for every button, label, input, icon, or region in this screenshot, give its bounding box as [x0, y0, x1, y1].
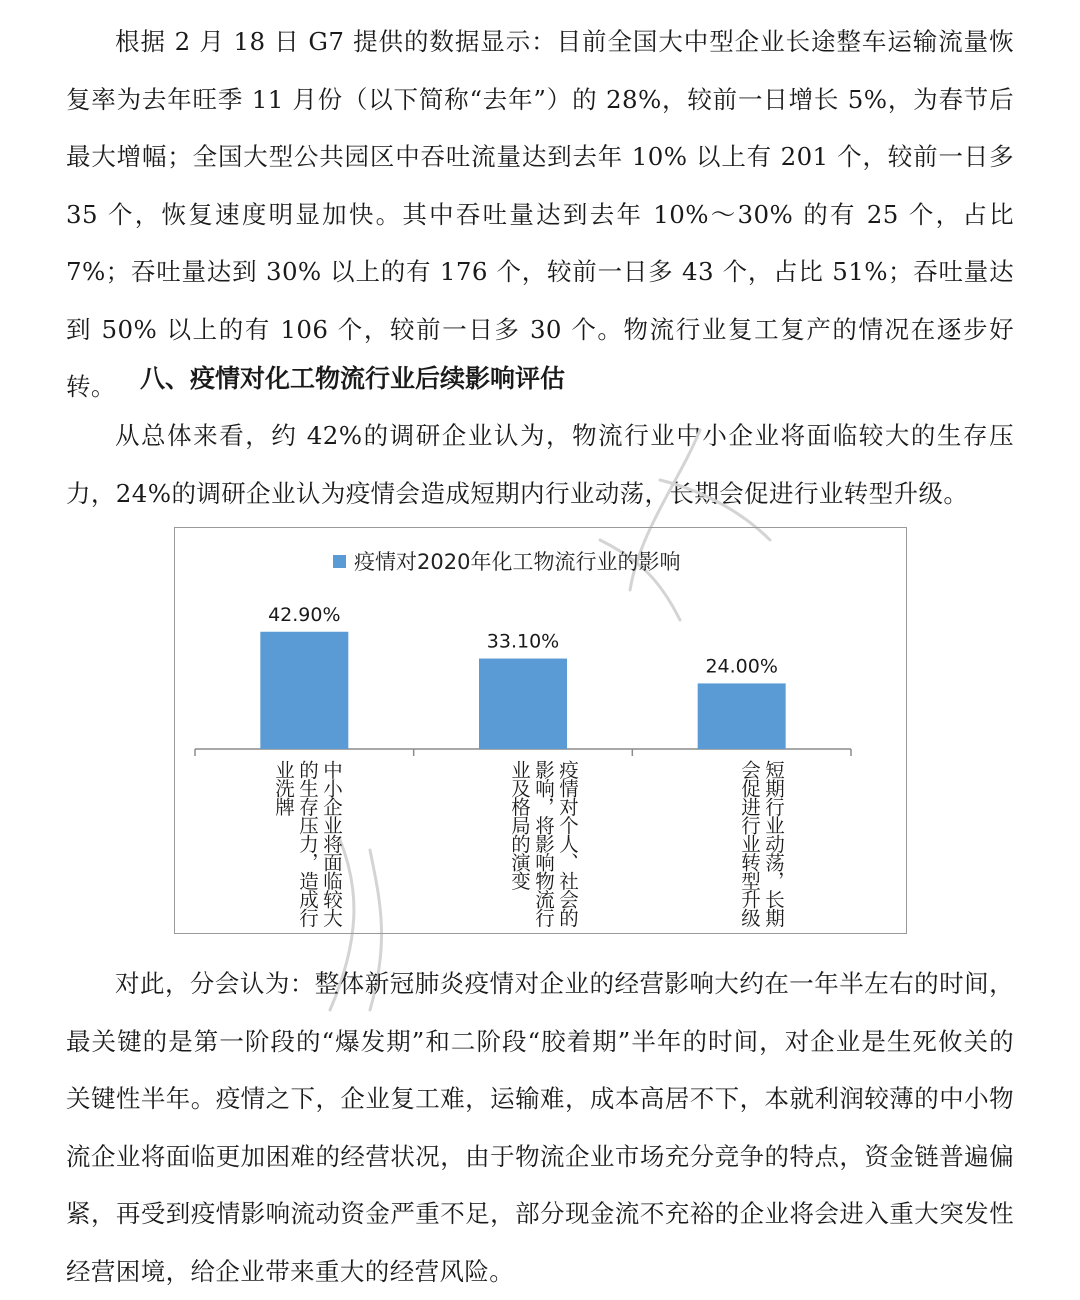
chart-legend — [333, 546, 680, 576]
section-heading: 八、疫情对化工物流行业后续影响评估 — [140, 364, 566, 393]
bar-3 — [698, 683, 786, 749]
legend-label: 疫情对2020年化工物流行业的影响 — [354, 550, 681, 574]
bar-2 — [479, 659, 567, 749]
bar-1 — [260, 632, 348, 749]
data-label-3: 24.00% — [705, 655, 778, 678]
data-label-1: 42.90% — [268, 603, 341, 626]
survey-paragraph: 从总体来看，约 42%的调研企业认为，物流行业中小企业将面临较大的生存压力，24%的调研企业认为疫情会造成短期内行业动荡，长期会促进行业转型升级。 — [66, 421, 1014, 508]
category-label-3: 短期行业动荡，长期会促进行业转型升级 — [738, 760, 785, 927]
data-label-2: 33.10% — [486, 630, 560, 653]
legend-swatch — [333, 555, 346, 568]
category-label-2: 疫情对个人、社会的影响，将影响物流行业及格局的演变 — [508, 760, 579, 927]
category-label-1: 中小企业将面临较大的生存压力，造成行业洗牌 — [272, 760, 343, 927]
intro-paragraph: 根据 2 月 18 日 G7 提供的数据显示：目前全国大中型企业长途整车运输流量恢复率为去年旺季 11 月份（以下简称“去年”）的 28%，较前一日增长 5%，为春节后最大增幅；全国大型公共园区中吞吐流量达到去年 10% 以上有 201 个，较前一日多 35 个，恢复速度明显加快。其中吞吐量达到去年 10%～30% 的有 25 个，占比 7%；吞吐量达到 30% 以上的有 176 个，较前一日多 43 个，占比 51%；吞吐量达到 50% 以上的有 106 个，较前一日多 30 个。物流行业复工复产的情况在逐步好转。 — [66, 27, 1014, 401]
conclusion-paragraph: 对此，分会认为：整体新冠肺炎疫情对企业的经营影响大约在一年半左右的时间，最关键的是第一阶段的“爆发期”和二阶段“胶着期”半年的时间，对企业是生死攸关的关键性半年。疫情之下，企业复工难，运输难，成本高居不下，本就利润较薄的中小物流企业将面临更加困难的经营状况，由于物流企业市场充分竞争的特点，资金链普遍偏紧，再受到疫情影响流动资金严重不足，部分现金流不充裕的企业将会进入重大突发性经营困境，给企业带来重大的经营风险。 — [66, 969, 1014, 1286]
impact-chart — [174, 527, 907, 934]
